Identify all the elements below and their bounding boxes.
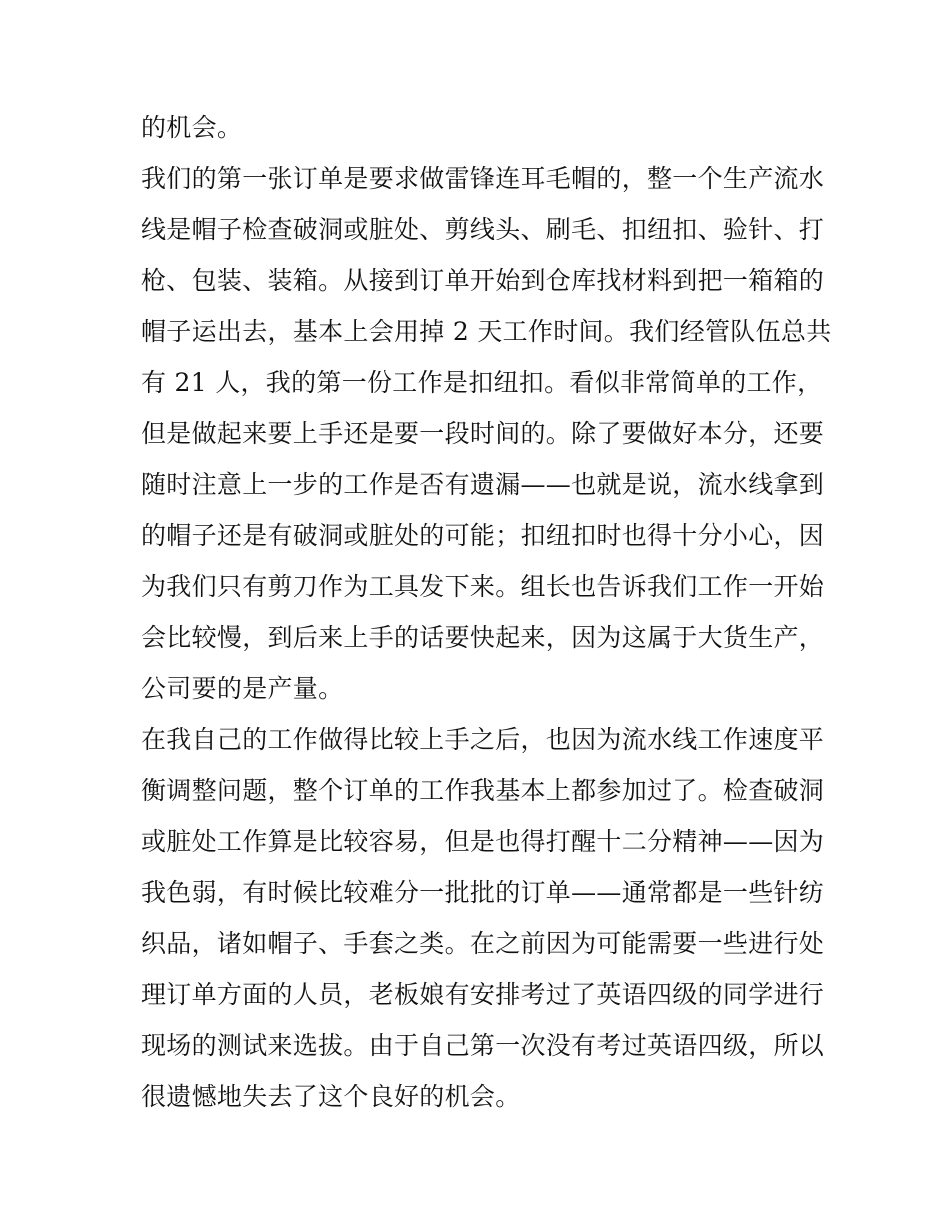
body-text [141, 108, 832, 1128]
text-line: 我们的第一张订单是要求做雷锋连耳毛帽的，整一个生产流水 [141, 164, 825, 193]
text-line: 随时注意上一步的工作是否有遗漏——也就是说，流水线拿到 [141, 470, 825, 499]
text-line: 的帽子还是有破洞或脏处的可能；扣纽扣时也得十分小心，因 [141, 521, 825, 550]
text-line: 或脏处工作算是比较容易，但是也得打醒十二分精神——因为 [141, 827, 825, 856]
text-line: 线是帽子检查破洞或脏处、剪线头、刷毛、扣纽扣、验针、打 [141, 215, 825, 244]
text-line: 有 21 人，我的第一份工作是扣纽扣。看似非常简单的工作， [141, 368, 823, 397]
text-line: 衡调整问题，整个订单的工作我基本上都参加过了。检查破洞 [141, 776, 825, 805]
text-line: 公司要的是产量。 [141, 674, 344, 703]
text-line: 为我们只有剪刀作为工具发下来。组长也告诉我们工作一开始 [141, 572, 825, 601]
text-line: 现场的测试来选拔。由于自己第一次没有考过英语四级，所以 [141, 1031, 825, 1060]
text-line: 的机会。 [141, 113, 243, 142]
text-line: 帽子运出去，基本上会用掉 2 天工作时间。我们经管队伍总共 [141, 317, 832, 346]
text-line: 枪、包装、装箱。从接到订单开始到仓库找材料到把一箱箱的 [141, 266, 825, 295]
text-line: 但是做起来要上手还是要一段时间的。除了要做好本分，还要 [141, 419, 825, 448]
text-line: 理订单方面的人员，老板娘有安排考过了英语四级的同学进行 [141, 980, 825, 1009]
text-line: 我色弱，有时候比较难分一批批的订单——通常都是一些针纺 [141, 878, 825, 907]
text-line: 很遗憾地失去了这个良好的机会。 [141, 1082, 521, 1111]
text-line: 织品，诸如帽子、手套之类。在之前因为可能需要一些进行处 [141, 929, 825, 958]
text-line: 在我自己的工作做得比较上手之后，也因为流水线工作速度平 [141, 725, 825, 754]
text-line: 会比较慢，到后来上手的话要快起来，因为这属于大货生产， [141, 623, 825, 652]
